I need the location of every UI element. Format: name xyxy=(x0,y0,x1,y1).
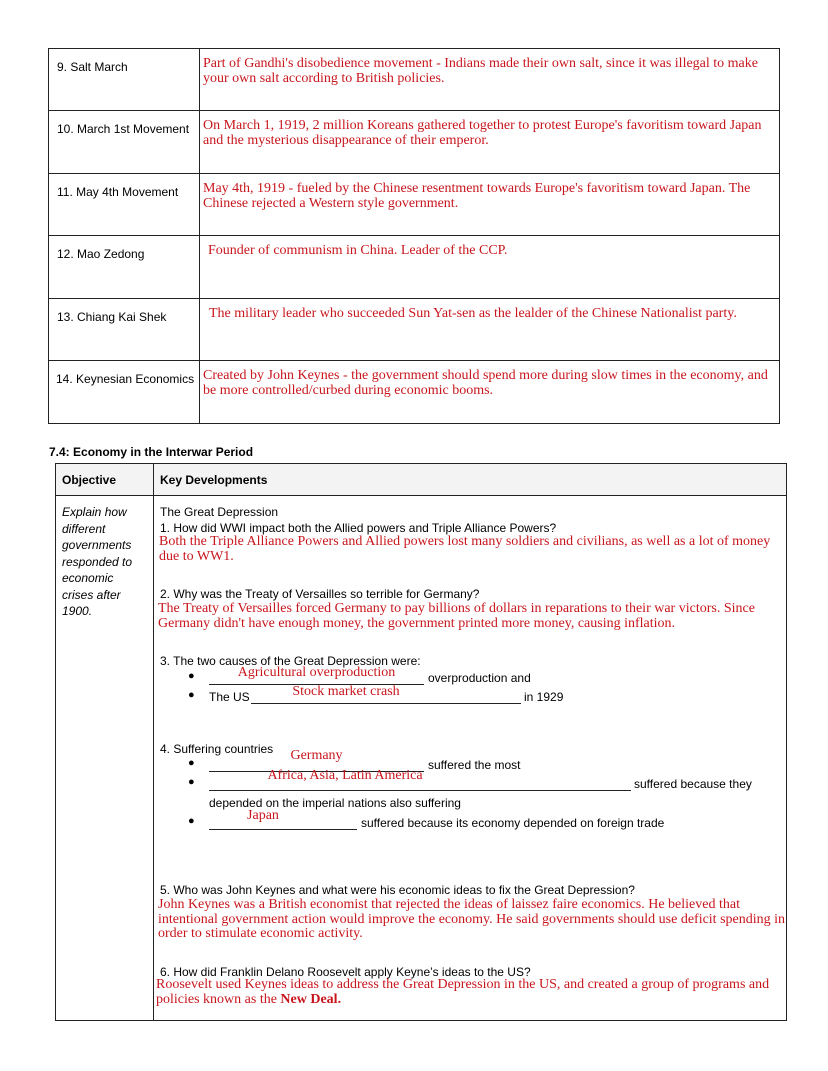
definition-text: On March 1, 1919, 2 million Koreans gathered together to protest Europe's favoritism toward Japan and the mysterious disappearance of their emperor. xyxy=(203,118,762,148)
bullet-icon: ● xyxy=(188,689,195,701)
question-4: 4. Suffering countries xyxy=(160,742,274,756)
q4-answer-2: Africa, Asia, Latin America xyxy=(267,768,423,783)
bullet-icon: ● xyxy=(188,815,195,827)
question-2: 2. Why was the Treaty of Versailles so terrible for Germany? xyxy=(160,587,480,601)
definition-text: May 4th, 1919 - fueled by the Chinese resentment towards Europe's favoritism toward Japan. The Chinese rejected a Western style government. xyxy=(203,181,751,211)
q3-blank-1 xyxy=(209,665,424,685)
question-3: 3. The two causes of the Great Depression were: xyxy=(160,654,421,668)
term-cell xyxy=(49,299,200,361)
q4-blank-3 xyxy=(209,808,357,830)
q4-answer-1: Germany xyxy=(290,748,343,763)
definition-cell xyxy=(200,299,780,361)
term-cell xyxy=(49,49,200,111)
answer-1: Both the Triple Alliance Powers and Allied powers lost many soldiers and civilians, as well as a lot of money due to WW1. xyxy=(159,534,771,564)
definition-cell xyxy=(200,111,780,174)
question-1: 1. How did WWI impact both the Allied powers and Triple Alliance Powers? xyxy=(160,521,557,535)
answer-2: The Treaty of Versailles forced Germany to pay billions of dollars in reparations to their war victors. Since Germany didn't have enough money, the government printed more money, causing inflation. xyxy=(158,601,755,631)
table-row xyxy=(49,299,780,361)
q4-answer-3: Japan xyxy=(247,808,279,823)
bullet-icon: ● xyxy=(188,757,195,769)
question-5: 5. Who was John Keynes and what were his economic ideas to fix the Great Depression? xyxy=(160,883,635,897)
definition-cell xyxy=(200,49,780,111)
term-label: 13. Chiang Kai Shek xyxy=(57,310,167,324)
q3-answer-1: Agricultural overproduction xyxy=(237,665,396,680)
economy-table xyxy=(55,463,787,1021)
great-depression-heading: The Great Depression xyxy=(160,505,279,519)
term-cell xyxy=(49,174,200,236)
bullet-icon: ● xyxy=(188,776,195,788)
answer-5: John Keynes was a British economist that rejected the ideas of laissez faire economics. He believed that intentional government action would improve the economy. He said governments should use deficit spending in order to stimulate economic activity. xyxy=(158,897,786,941)
q4-text-3: suffered because its economy depended on foreign trade xyxy=(361,816,665,830)
table-row xyxy=(49,236,780,299)
definition-cell xyxy=(200,361,780,424)
q4-text-2-cont: depended on the imperial nations also suffering xyxy=(209,796,461,810)
term-label: 11. May 4th Movement xyxy=(57,185,179,199)
question-6: 6. How did Franklin Delano Roosevelt apply Keyne’s ideas to the US? xyxy=(160,965,531,979)
definition-cell xyxy=(200,236,780,299)
term-cell xyxy=(49,361,200,424)
definition-text: Created by John Keynes - the government should spend more during slow times in the economy, and be more controlled/curbed during economic booms. xyxy=(203,368,768,398)
objective-header: Objective xyxy=(62,473,117,487)
new-deal-bold: New Deal. xyxy=(280,991,342,1007)
term-cell xyxy=(49,111,200,174)
q3-text-1: overproduction and xyxy=(428,671,531,685)
term-label: 14. Keynesian Economics xyxy=(56,372,195,386)
q3-text-2a: The US xyxy=(209,690,250,704)
table-row xyxy=(49,361,780,424)
definition-text: Part of Gandhi's disobedience movement - Indians made their own salt, since it was illegal to make your own salt according to British policies. xyxy=(203,56,758,86)
q3-blank-2 xyxy=(251,684,521,704)
definition-text: Founder of communism in China. Leader of the CCP. xyxy=(208,243,508,258)
definition-cell xyxy=(200,174,780,236)
section-title: 7.4: Economy in the Interwar Period xyxy=(49,445,254,459)
term-label: 12. Mao Zedong xyxy=(57,247,145,261)
column-divider xyxy=(153,464,154,1020)
objective-text: Explain how different governments responded to economic crises after 1900. xyxy=(62,505,133,618)
q3-text-2b: in 1929 xyxy=(524,690,564,704)
table-row xyxy=(49,49,780,111)
term-cell xyxy=(49,236,200,299)
term-label: 10. March 1st Movement xyxy=(57,122,190,136)
answer-6-text: Roosevelt used Keynes ideas to address the Great Depression in the US, and created a group of programs and policies known as the xyxy=(156,977,770,1007)
q4-blank-2 xyxy=(209,768,631,791)
answer-6 xyxy=(156,978,784,1007)
term-label: 9. Salt March xyxy=(57,60,128,74)
key-developments-header: Key Developments xyxy=(160,473,268,487)
q4-text-2: suffered because they xyxy=(634,777,752,791)
table-header-row xyxy=(56,464,786,496)
definition-text: The military leader who succeeded Sun Yat-sen as the lealder of the Chinese Nationalist party. xyxy=(209,306,737,321)
q3-answer-2: Stock market crash xyxy=(292,684,400,699)
bullet-icon: ● xyxy=(188,670,195,682)
table-row xyxy=(49,111,780,174)
q4-text-1: suffered the most xyxy=(428,758,521,772)
terms-table xyxy=(48,48,780,424)
table-row xyxy=(49,174,780,236)
